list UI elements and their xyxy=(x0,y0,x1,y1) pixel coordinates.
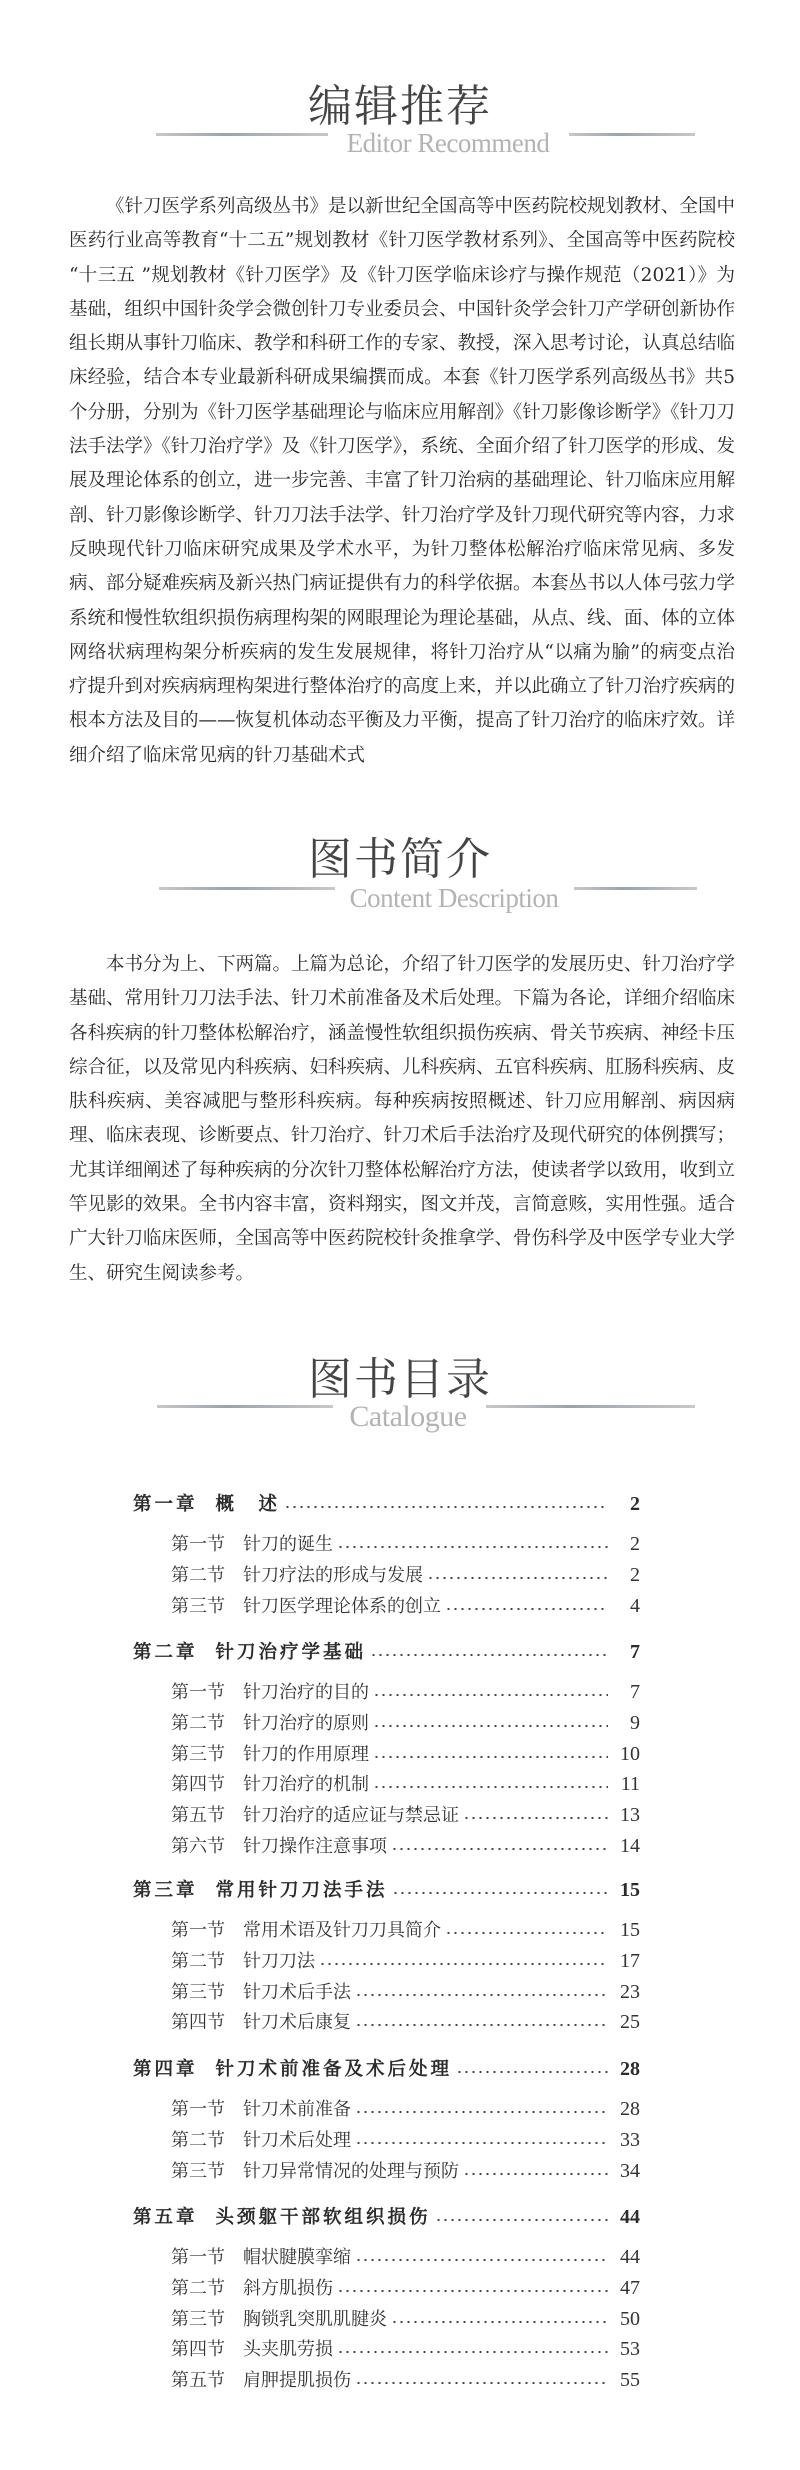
page-number: 34 xyxy=(620,2159,640,2182)
toc-chapter xyxy=(133,2203,640,2229)
dot-leader xyxy=(456,2070,608,2074)
toc-chapter xyxy=(133,1490,640,1516)
entry-title: 胸锁乳突肌肌腱炎 xyxy=(243,2308,387,2330)
toc-section xyxy=(171,2157,640,2183)
toc-section xyxy=(171,1832,640,1858)
page-number: 10 xyxy=(620,1742,640,1765)
entry-number: 第五章 xyxy=(133,2207,198,2228)
page-number: 28 xyxy=(620,2098,640,2120)
page-number: 7 xyxy=(630,1681,640,1703)
toc-section xyxy=(171,1770,640,1796)
dot-leader xyxy=(373,1755,608,1759)
entry-number: 第一节 xyxy=(171,1534,225,1555)
dot-leader xyxy=(373,1693,608,1697)
dot-leader xyxy=(373,1785,608,1789)
entry-title: 针刀异常情况的处理与预防 xyxy=(243,2160,459,2182)
entry-number: 第一节 xyxy=(171,1920,225,1941)
entry-title: 针刀的作用原理 xyxy=(243,1743,369,1765)
toc-section xyxy=(171,1592,640,1618)
entry-number: 第四节 xyxy=(171,2339,225,2361)
page-number: 4 xyxy=(630,1594,640,1617)
page-number: 9 xyxy=(630,1711,640,1734)
section-subtitle: Editor Recommend xyxy=(346,128,550,158)
page-number: 17 xyxy=(620,1949,640,1972)
dot-leader xyxy=(355,2141,608,2145)
toc-chapter xyxy=(133,1638,640,1664)
toc-section xyxy=(171,1978,640,2004)
entry-title: 斜方肌损伤 xyxy=(243,2277,333,2299)
entry-number: 第五节 xyxy=(171,1805,225,1827)
entry-number: 第四章 xyxy=(133,2059,198,2080)
dot-leader xyxy=(355,2023,608,2027)
toc-section xyxy=(171,1709,640,1735)
entry-title: 概 述 xyxy=(215,1494,281,1515)
entry-title: 针刀治疗的原则 xyxy=(243,1712,369,1734)
entry-title: 针刀操作注意事项 xyxy=(243,1836,387,1857)
dot-leader xyxy=(435,2218,608,2222)
dot-leader xyxy=(391,1847,608,1851)
entry-number: 第一节 xyxy=(171,2099,225,2120)
page-number: 33 xyxy=(620,2128,640,2151)
dot-leader xyxy=(445,1931,608,1935)
entry-number: 第一节 xyxy=(171,2247,225,2268)
entry-number: 第一章 xyxy=(133,1494,198,1515)
entry-title: 针刀的诞生 xyxy=(243,1534,333,1555)
toc-section xyxy=(171,2095,640,2121)
toc-section xyxy=(171,1740,640,1766)
toc-section xyxy=(171,1678,640,1704)
toc-section xyxy=(171,2366,640,2392)
page-number: 11 xyxy=(620,1773,640,1796)
entry-number: 第四节 xyxy=(171,1774,225,1796)
toc-section xyxy=(171,2126,640,2152)
section-subtitle: Content Description xyxy=(349,883,559,913)
dot-leader xyxy=(355,1993,608,1997)
dot-leader xyxy=(284,1505,608,1509)
page-number: 47 xyxy=(620,2276,640,2299)
entry-title: 针刀术后处理 xyxy=(243,2129,351,2151)
entry-number: 第三章 xyxy=(133,1880,198,1901)
entry-title: 针刀术前准备及术后处理 xyxy=(215,2059,453,2080)
entry-number: 第三节 xyxy=(171,2308,225,2330)
dot-leader xyxy=(373,1724,608,1728)
entry-number: 第三节 xyxy=(171,1595,225,1617)
entry-title: 针刀疗法的形成与发展 xyxy=(243,1564,423,1586)
dot-leader xyxy=(337,2289,608,2293)
dot-leader xyxy=(445,1607,608,1611)
entry-title: 针刀术后手法 xyxy=(243,1981,351,2003)
toc-section xyxy=(171,2305,640,2331)
toc-section xyxy=(171,1530,640,1556)
entry-number: 第一节 xyxy=(171,1682,225,1703)
entry-number: 第二章 xyxy=(133,1642,198,1663)
entry-title: 针刀治疗学基础 xyxy=(215,1642,367,1663)
page-number: 55 xyxy=(620,2369,640,2392)
entry-number: 第二节 xyxy=(171,2277,225,2299)
dot-leader xyxy=(355,2110,608,2114)
page-number: 14 xyxy=(620,1835,640,1857)
page-number: 7 xyxy=(630,1641,640,1663)
entry-title: 针刀治疗的适应证与禁忌证 xyxy=(243,1805,459,1827)
entry-number: 第六节 xyxy=(171,1836,225,1857)
page-number: 2 xyxy=(630,1533,640,1555)
toc-section xyxy=(171,1947,640,1973)
toc-section xyxy=(171,2335,640,2361)
toc-section xyxy=(171,2008,640,2034)
page-number: 2 xyxy=(630,1493,640,1515)
content-description-text: 本书分为上、下两篇。上篇为总论，介绍了针刀医学的发展历史、针刀治疗学基础、常用针刀刀法手法、针刀术前准备及术后处理。下篇为各论，详细介绍临床各科疾病的针刀整体松解治疗，涵盖慢性软组织损伤疾病、骨关节疾病、神经卡压综合征，以及常见内科疾病、妇科疾病、儿科疾病、五官科疾病、肛肠科疾病、皮肤科疾病、美容减肥与整形科疾病。每种疾病按照概述、针刀应用解剖、病因病理、临床表现、诊断要点、针刀治疗、针刀术后手法治疗及现代研究的体例撰写；尤其详细阐述了每种疾病的分次针刀整体松解治疗方法，使读者学以致用，收到立竿见影的效果。全书内容丰富，资料翔实，图文并茂，言简意赅，实用性强。适合广大针刀临床医师，全国高等中医药院校针灸推拿学、骨伤科学及中医学专业大学生、研究生阅读参考。 xyxy=(69,954,736,1284)
page-number: 15 xyxy=(620,1919,640,1941)
entry-title: 针刀刀法 xyxy=(243,1950,315,1972)
dot-leader xyxy=(337,2350,608,2354)
editor-recommend-text: 《针刀医学系列高级丛书》是以新世纪全国高等中医药院校规划教材、全国中医药行业高等教育“十二五”规划教材《针刀医学教材系列》、全国高等中医药院校 “十三五 ”规划教材《针刀医学》及《针刀医学临床诊疗与操作规范（2021）》为基础，组织中国针灸学会微创针刀专业委员会、中国针灸学会针刀产学研创新协作组长期从事针刀临床、教学和科研工作的专家、教授，深入思考讨论，认真总结临床经验，结合本专业最新科研成果编撰而成。本套《针刀医学系列高级丛书》共5个分册，分别为《针刀医学基础理论与临床应用解剖》《针刀影像诊断学》《针刀刀法手法学》《针刀治疗学》及《针刀医学》，系统、全面介绍了针刀医学的形成、发展及理论体系的创立，进一步完善、丰富了针刀治病的基础理论、针刀临床应用解剖、针刀影像诊断学、针刀刀法手法学、针刀治疗学及针刀现代研究等内容，力求反映现代针刀临床研究成果及学术水平，为针刀整体松解治疗临床常见病、多发病、部分疑难疾病及新兴热门病证提供有力的科学依据。本套丛书以人体弓弦力学系统和慢性软组织损伤病理构架的网眼理论为理论基础，从点、线、面、体的立体网络状病理构架分析疾病的发生发展规律，将针刀治疗从“以痛为腧”的病变点治疗提升到对疾病病理构架进行整体治疗的高度上来，并以此确立了针刀治疗疾病的根本方法及目的——恢复机体动态平衡及力平衡，提高了针刀治疗的临床疗效。详细介绍了临床常见病的针刀基础术式 xyxy=(69,196,736,766)
dot-leader xyxy=(392,1891,608,1895)
dot-leader xyxy=(463,1816,608,1820)
section-subtitle: Catalogue xyxy=(349,1400,467,1433)
dot-leader xyxy=(463,2172,608,2176)
entry-number: 第二节 xyxy=(171,1712,225,1734)
entry-title: 常用术语及针刀刀具简介 xyxy=(243,1920,441,1941)
toc-chapter xyxy=(133,1876,640,1902)
entry-title: 帽状腱膜挛缩 xyxy=(243,2247,351,2268)
dot-leader xyxy=(355,2258,608,2262)
dot-leader xyxy=(391,2320,608,2324)
section-title: 图书目录 xyxy=(308,1354,492,1405)
page-number: 15 xyxy=(620,1879,640,1901)
entry-number: 第三节 xyxy=(171,2160,225,2182)
entry-title: 针刀治疗的机制 xyxy=(243,1774,369,1796)
entry-number: 第三节 xyxy=(171,1981,225,2003)
entry-title: 针刀治疗的目的 xyxy=(243,1682,369,1703)
page-number: 53 xyxy=(620,2338,640,2361)
section-title: 编辑推荐 xyxy=(308,81,492,132)
section-title: 图书简介 xyxy=(308,834,492,885)
entry-title: 针刀术前准备 xyxy=(243,2099,351,2120)
toc-section xyxy=(171,1916,640,1942)
page-number: 13 xyxy=(620,1804,640,1827)
page-number: 2 xyxy=(630,1563,640,1586)
page-number: 44 xyxy=(620,2246,640,2268)
entry-number: 第三节 xyxy=(171,1743,225,1765)
toc-section xyxy=(171,1801,640,1827)
page-number: 44 xyxy=(620,2206,640,2228)
entry-number: 第二节 xyxy=(171,2129,225,2151)
entry-title: 头夹肌劳损 xyxy=(243,2339,333,2361)
dot-leader xyxy=(427,1576,608,1580)
entry-number: 第四节 xyxy=(171,2012,225,2034)
dot-leader xyxy=(370,1653,608,1657)
toc-chapter xyxy=(133,2055,640,2081)
entry-number: 第二节 xyxy=(171,1564,225,1586)
entry-number: 第二节 xyxy=(171,1950,225,1972)
page-number: 50 xyxy=(620,2307,640,2330)
dot-leader xyxy=(355,2381,608,2385)
page-number: 28 xyxy=(620,2058,640,2080)
dot-leader xyxy=(319,1962,608,1966)
toc-section xyxy=(171,1561,640,1587)
dot-leader xyxy=(337,1545,608,1549)
entry-title: 针刀医学理论体系的创立 xyxy=(243,1595,441,1617)
entry-number: 第五节 xyxy=(171,2370,225,2392)
entry-title: 头颈躯干部软组织损伤 xyxy=(215,2207,431,2228)
entry-title: 肩胛提肌损伤 xyxy=(243,2370,351,2392)
page-number: 25 xyxy=(620,2011,640,2034)
entry-title: 针刀术后康复 xyxy=(243,2012,351,2034)
toc-section xyxy=(171,2274,640,2300)
page-number: 23 xyxy=(620,1980,640,2003)
toc-section xyxy=(171,2243,640,2269)
entry-title: 常用针刀刀法手法 xyxy=(215,1880,388,1901)
